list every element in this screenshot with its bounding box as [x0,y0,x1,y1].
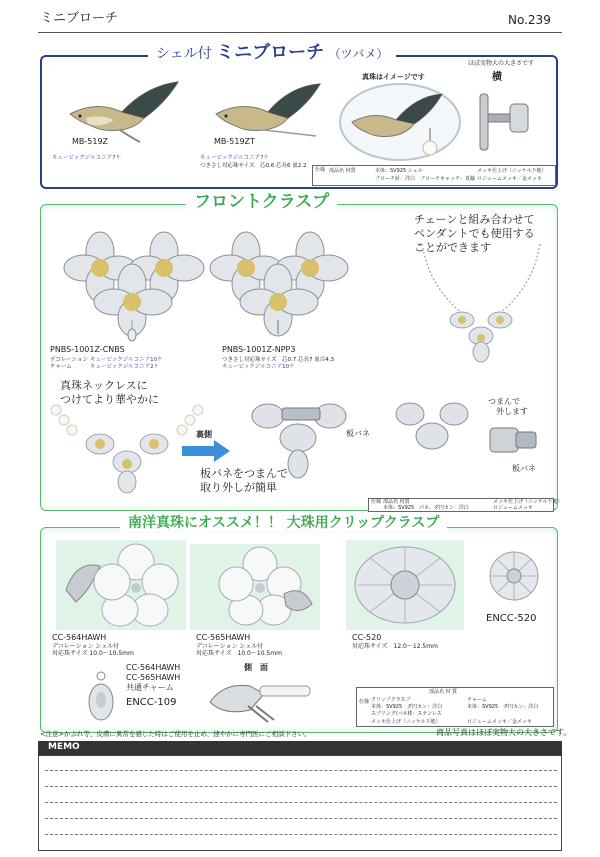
product-code: PNBS-1001Z-NPP3 [222,345,296,354]
product-pearl-size: つきさし対応珠サイズ 芯0.7 芯長7 皿目4.3 [222,357,335,363]
scale-note: ほぼ実物大の大きさです [468,60,535,67]
pearl-image-note: 真珠はイメージです [362,73,425,81]
product-code: CC-564HAWH [52,633,107,642]
swallow-brooch-image [66,78,186,144]
product-pearl-size: つきさし対応珠サイズ 芯0.6 芯長6 皿2.2 [200,163,307,169]
product-desc: デコレーション [50,357,89,363]
charm-image [84,670,118,724]
product-pearl-size: 対応珠サイズ 10.0〜10.5mm [52,650,134,657]
title-suffix: （ツバメ） [328,47,389,61]
caution-note: <注意>かぶれ等、皮膚に異常を感じた時はご使用を止め、速やかに専門医にご相談下さい。 [40,730,311,738]
plate-spring-label: 板バネ [346,429,370,438]
pendant-note-1: チェーンと組み合わせて [414,213,535,226]
spec-plating: メッキ仕上げ（ニッケル下地） [371,719,441,725]
necklace-note-1: 真珠ネックレスに [60,379,148,392]
flower-clasp-pin-image [210,222,350,338]
product-desc: キュービックジルコニア10ケ [222,364,295,370]
product-desc: キュービックジルコニア2ケ [90,364,160,370]
daisy-charm-image [484,544,544,606]
shell-section-title [148,43,396,63]
arrow-icon [182,440,230,462]
product-desc: デコレーション シェル付 [196,643,264,650]
spec-tag: 仕様 [315,167,326,173]
spec-row: 本体：SV925 ダ円カン：洋白 [467,704,539,710]
front-spec-table [368,498,563,512]
swallow-brooch-pin-image [212,80,332,140]
remove-note-1: 板バネをつまんで [200,467,288,480]
shell-flower-clasp-image [56,540,186,630]
charm-line: 共通チャーム [126,683,174,692]
spec-tag: 仕様 [371,499,382,505]
title-main: ミニブローチ [216,42,325,63]
spec-col: 部品名 材質 [329,168,356,174]
spec-plating: ロジュームメッキ／金メッキ [477,176,542,182]
clasp-back-view-image [234,390,364,486]
memo-area[interactable] [38,755,562,851]
spring-clasp-image [486,420,540,460]
brooch-side-view-image [470,86,540,156]
memo-line [45,770,557,771]
memo-line [45,818,557,819]
pinch-note-1: つまんで [488,397,520,406]
spec-row: 本体：SV925 シェル [375,168,423,174]
product-desc: デコレーション シェル付 [52,643,120,650]
spec-plating: ロジュームメッキ／金メッキ [467,719,532,725]
product-code: MB-519ZT [214,137,255,146]
product-pearl-size: 対応珠サイズ 12.0〜12.5mm [352,643,438,650]
product-code: PNBS-1001Z-CNBS [50,345,125,354]
spec-col: チャーム [467,697,487,703]
memo-line [45,802,557,803]
spec-head: 部品名 材 質 [429,689,458,695]
product-code: CC-565HAWH [196,633,251,642]
front-clasp-title: フロントクラスプ [186,193,337,212]
back-side-label: 裏側 [196,430,212,439]
product-code: MB-519Z [72,137,109,146]
spec-col: クリップクラスプ [371,697,411,703]
pendant-chain-image [416,240,546,376]
spec-plating: ロジュームメッキ [493,505,533,511]
clip-clasp-title: 南洋真珠にオススメ！！ 大珠用クリップクラスプ [120,516,447,531]
clasp-side-view-image [384,390,484,480]
spec-row: スプリング/バネ棒：ステンレス [371,711,442,717]
memo-header [38,741,562,755]
remove-note-2: 取り外しが簡単 [200,481,277,494]
memo-line [45,786,557,787]
memo-line [45,834,557,835]
clip-side-view-image [204,676,316,726]
side-view-label: 側 面 [244,663,268,672]
clip-spec-table [356,687,554,727]
spec-plating: メッキ仕上げ（ニッケル下地） [493,499,563,505]
product-desc: キュービックジルコニア7ケ [52,155,122,161]
pendant-note-3: ことができます [414,241,491,254]
product-code: CC-520 [352,633,382,642]
spec-row: 本体：SV925 ダ円カン：洋白 [371,704,443,710]
pendant-note-2: ペンダントでも使用する [414,227,535,240]
shell-flower-clasp-2-image [190,544,320,630]
product-desc: チャーム [50,364,72,370]
header-divider [38,32,562,33]
charm-line: CC-564HAWH [126,663,181,672]
spec-row: ブローチ針：洋白 ブローチキャッチ：真鍮 [375,176,476,182]
product-pearl-size: 対応珠サイズ 10.0〜10.5mm [196,650,282,657]
spec-row: 本体：SV925 パネ、ダ円カン：洋白 [383,505,469,511]
product-code: ENCC-520 [486,613,537,624]
page-title: ミニブローチ [40,11,119,26]
flower-clasp-image [60,222,210,342]
shell-spec-table [312,165,556,186]
title-prefix: シェル付 [156,46,212,62]
plate-spring-label-2: 板バネ [512,464,536,473]
spec-plating: メッキ仕上げ（ニッケル下地） [477,168,547,174]
catalog-number: No.239 [508,13,551,27]
side-view-label: 横 [492,72,502,83]
spec-col: 部品名 材質 [383,499,410,505]
charm-code: ENCC-109 [126,697,177,708]
swallow-with-pearl-image [338,82,464,164]
daisy-clasp-image [346,540,464,630]
memo-label: MEMO [48,742,80,752]
spec-tag: 仕様 [359,699,370,705]
charm-line: CC-565HAWH [126,673,181,682]
necklace-note-2: つけてより華やかに [60,393,159,406]
product-desc: キュービックジルコニア7ケ [200,155,270,161]
pinch-note-2: 外します [496,407,528,416]
photo-scale-note: 商品写真はほぼ実物大の大きさです。 [436,728,572,737]
product-desc: キュービックジルコニア10ケ [90,357,163,363]
